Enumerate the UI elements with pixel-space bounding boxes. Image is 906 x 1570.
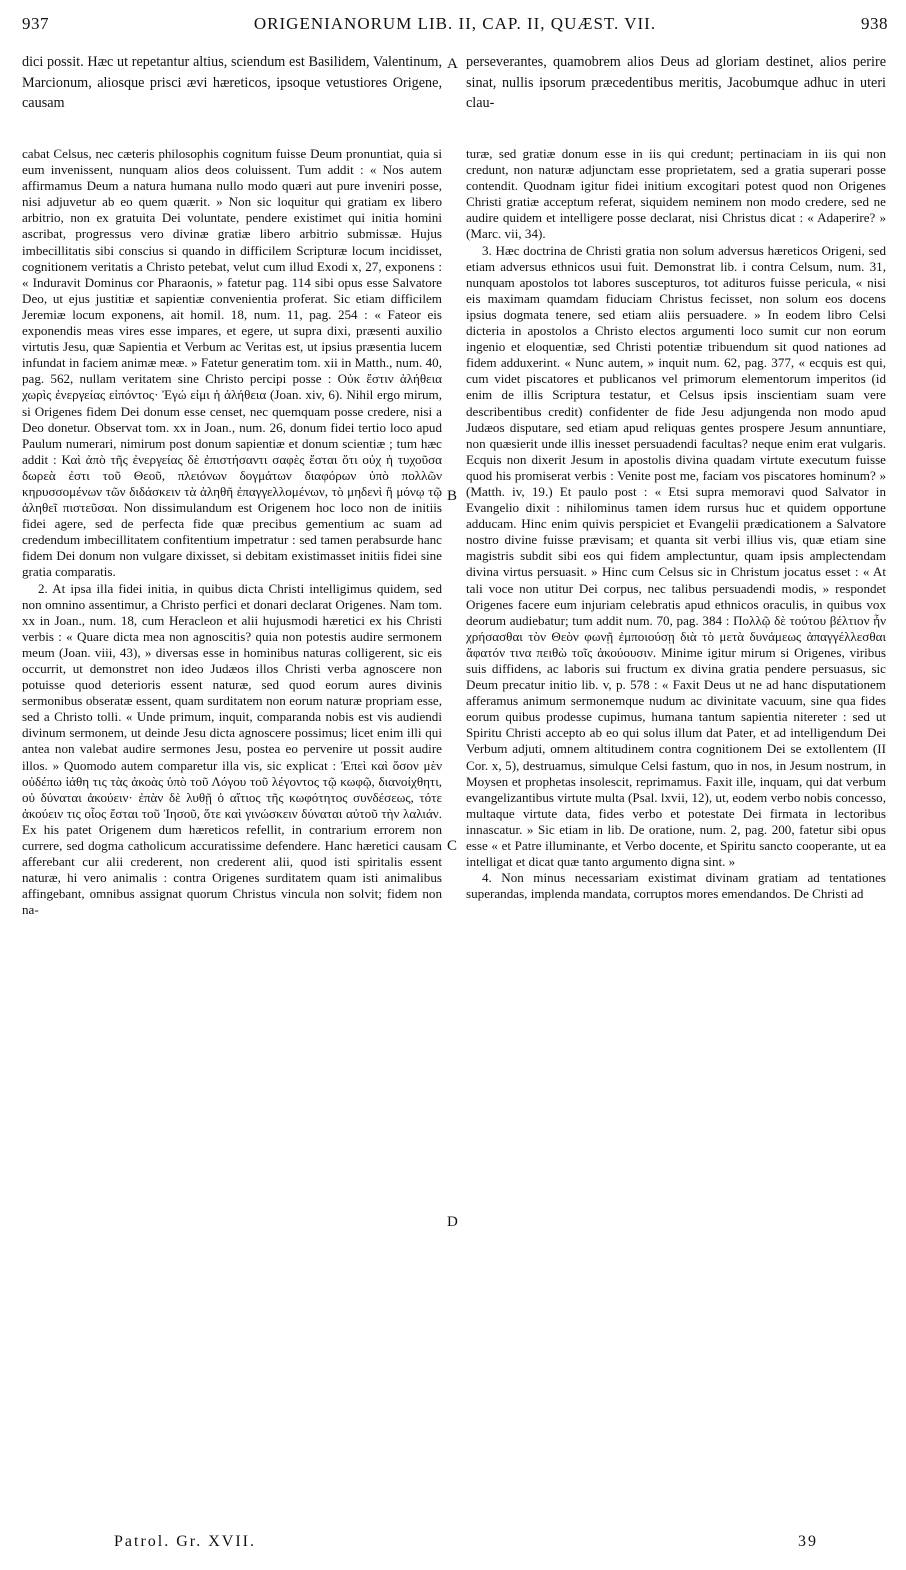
left-paragraph-2: 2. At ipsa illa fidei initia, in quibus dicta Christi intelligimus quidem, sed non omnino assentimur, a Christo perfici et donari declarat Origenes. Nam tom. xx in Joan., num. 18, cum Heracleon et alii hujusmodi hæretici ex his Christi verbis : « Quare dicta mea non agnoscitis? quia non potestis audire sermonem meum (Joan. viii, 43), » diversas esse in hominibus naturas colligerent, sic eis occurrit, ut demonstret non ideo Judæos illos Christi verba agnoscere non potuisse quod deterioris essent naturæ, sed quod eorum aures divinis sermonibus obseratæ essent, quam surditatem non eorum naturæ propriam esse, sed a Christo tolli. « Unde primum, inquit, comparanda nobis est vis audiendi divinum sermonem, ut deinde Jesu dicta agnoscere possimus; licet enim illi qui antea non valebat audire sermones Jesu, postea eo pervenire ut possit audire illos. » Quomodo autem comparetur illa vis, sic explicat : Ἐπεὶ καὶ ὅσον μὲν οὐδέπω ἰάθη τις τὰς ἀκοὰς ὑπὸ τοῦ Λόγου τοῦ λέγοντος τῷ κωφῷ, διανοίχθητι, οὐ δύναται ἀκούειν· ἐπὰν δὲ λυθῇ ὁ αἴτιος τῆς κωφότητος συνδέσεως, τότε ἀκούειν τις οἷος ἔσται τοῦ Ἰησοῦ, ὅτε καὶ γινώσκειν δύναται αὐτοῦ τὴν λαλιάν. Ex his patet Origenem dum hæreticos refellit, in contrarium errorem non currere, sed dogma catholicum accuratissime defendere. Hanc hæretici causam afferebant cur alii crederent, non crederent alii, quod isti spiritalis essent naturæ, hi vero animalis : contra Origenes surditatem quam isti animalibus affingebant, omnibus assignat quorum Christus vincula non solvit; fidem non na- — [22, 580, 442, 918]
margin-marker-c: C — [447, 838, 458, 854]
running-header — [22, 14, 888, 36]
top-right-text: perseverantes, quamobrem alios Deus ad gloriam destinet, alios perire sinat, nullis ipsorum præcedentibus meritis, Jacobumque adhuc in uteri clau- — [466, 54, 886, 111]
page-number-left: 937 — [22, 14, 49, 33]
running-title: ORIGENIANORUM LIB. II, CAP. II, QUÆST. VII. — [253, 14, 657, 33]
right-column — [466, 146, 886, 1514]
page-number-right: 938 — [860, 14, 888, 33]
margin-marker-b: B — [447, 488, 458, 504]
top-left-passage — [22, 52, 442, 122]
right-paragraph-3: 4. Non minus necessariam existimat divinam gratiam ad tentationes superandas, implenda mandata, corruptos mores emendandos. De Christi ad — [466, 870, 886, 902]
top-right-passage — [466, 52, 886, 122]
top-left-text: dici possit. Hæc ut repetantur altius, sciendum est Basilidem, Valentinum, Marcionum, aliosque prisci ævi hæreticos, ipsoque vetustiores Origene, causam — [22, 54, 442, 111]
footer-sheet-number: 39 — [798, 1533, 818, 1550]
left-paragraph-1: cabat Celsus, nec cæteris philosophis cognitum fuisse Deum pronuntiat, quia si eum invenissent, nunquam alios deos coluissent. Tum addit : « Nos autem affirmamus Deum a natura humana nullo modo quæri aut pure inveniri posse, nisi adjuvetur ab eo quem quærit. » Non sic loquitur qui gratiam ex libero arbitrio, non ex gratuita Dei voluntate, pendere existimet qui initia homini ascribat, progressus vero divinæ gratiæ libero arbitrio submissæ. Hujus imbecillitatis sibi conscius si quando in difficilem Scripturæ locum incidisset, cognitionem veritatis a Christo petebat, velut cum illud Exodi x, 27, exponens : « Induravit Dominus cor Pharaonis, » fatetur pag. 114 sibi opus esse Salvatore Deo, ut ejus justitiæ et sapientiæ convenientia proferat. Sic etiam difficilem Jeremiæ locum exponens, ait homil. 18, num. 11, pag. 254 : « Fateor eis exponendis meas vires esse impares, et egere, ut supra dixi, præsenti auxilio virtutis Jesu, quæ Sapientia et Verbum ac Veritas est, ut ipsius præsentia lucem infundat in faciem animæ meæ. » Fatetur generatim tom. xii in Matth., num. 40, pag. 562, nullam veritatem sine Christo percipi posse : Οὐκ ἔστιν ἀλήθεια χωρὶς ἐνεργείας εἰπόντος· Ἐγώ εἰμι ἡ ἀλήθεια (Joan. xiv, 6). Nihil ergo mirum, si Origenes fidem Dei donum esse censet, nec quemquam posse credere, nisi a Deo donetur. Observat tom. xx in Joan., num. 26, donum fidei tertio loco apud Paulum numerari, nimirum post donum sapientiæ et donum scientiæ ; tum hæc addit : Καὶ ἀπὸ τῆς ἐνεργείας δὲ ἐπιστήσαντι σαφὲς ἔσται ὅτι οὐχ ἡ τυχοῦσα δωρεὰ ἐστι τοῦ Θεοῦ, πλειόνων δογμάτων διαφόρων ὑπὸ πολλῶν κηρυσσομένων τῶν διδάσκειν τὰ ἀληθῆ ἐπαγγελλομένων, τὸ μηδενὶ ἢ μόνῳ τῷ ἀληθεῖ πιστεῦσαι. Non dissimulandum est Origenem hoc loco non de initiis fidei agere, sed de perfecta fide quæ precibus gementium ac suam ad credendum imbecillitatem confitentium impetratur : sed tamen perabsurde hanc fidem Dei donum non vulgare dixisset, si debitam existimasset initiis fidei sine gratia comparatis. — [22, 146, 442, 580]
left-column — [22, 146, 442, 1494]
right-paragraph-1: turæ, sed gratiæ donum esse in iis qui credunt; pertinaciam in iis qui non credunt, non naturæ adjunctam esse proprietatem, sed a gratia superari posse contendit. Quodnam igitur fidei initium excogitari potest quod non Origenes Christi gratiæ acceptum referat, siquidem neminem non modo credere, sed ne audire quidem et intelligere posse declarat, nisi Christus dicat : « Adaperire? » (Marc. vii, 34). — [466, 146, 886, 242]
page-footer — [22, 1533, 888, 1555]
margin-marker-a: A — [447, 56, 458, 72]
footer-signature: Patrol. Gr. XVII. — [114, 1533, 256, 1550]
right-paragraph-2: 3. Hæc doctrina de Christi gratia non solum adversus hæreticos Origeni, sed etiam adversus ethnicos usui fuit. Demonstrat lib. i contra Celsum, num. 31, nunquam apostolos tot labores suscepturos, tot adituros fuisse pericula, « nisi eis maximam quamdam fiduciam Christus fecisset, non solum eos docens ipsius dogmata tenere, sed etiam aliis persuadere. » In eodem libro Celsi dicteria in apostolos a Christo electos argumenti loco sumit cur non eorum ingenio et eloquentiæ, sed Christi potentiæ tribuendum sit quod nationes ad fidem adduxerint. « Nunc autem, » inquit num. 62, pag. 377, « ecquis est qui, cum videt piscatores et publicanos vel primorum elementorum imperitos (id enim de illis Scriptura testatur, et Celsus ipsis inscientiam suam vere describentibus credit) confidenter de fide Jesu adjungenda non modo apud Judæos disputare, sed etiam apud reliquas gentes prospere Jesum annuntiare, non quæsierit unde illis inesset persuadendi facultas? neque enim erat vulgaris. Ecquis non dixerit Jesum in apostolis divina quadam virtute executum fuisse quod his promiserat verbis : Venite post me, faciam vos piscatores hominum? » (Matth. iv, 19.) Et paulo post : « Etsi supra memoravi quod Salvator in Evangelio dixit : nihilominus tamen idem rursus huc et quidem opportune adducam. Hinc enim quivis perspiciet et Evangelii prædicationem a Salvatore nostro divine fuisse prævisam; et quanta sit verbi illius vis, quæ etiam sine magistris subdit sibi eos qui fidem amplectuntur, quam ipsis amplectendam divina virtus persuasit. » Hinc cum Celsus sic in Christum jocatus esset : « At tali voce non utitur Dei corpus, nec talibus persuadendi modis, » respondet Origenes facere eum injuriam celebratis apud ethnicos oraculis, in quibus vox deorum audiebatur; tum addit num. 70, pag. 384 : Πολλῷ δὲ τούτου βέλτιον ἦν χρήσασθαι τὸν Θεὸν φωνῇ ἐμποιούσῃ διὰ τὸ μετὰ δυνάμεως ἀπαγγέλλεσθαι ἄφατόν τινα πειθὼ τοῖς ἀκούουσιν. Minime igitur mirum si Origenes, viribus suis diffidens, ac laboris sui fructum ex divina gratia pendere persuasus, sic Deum precatur initio lib. v, p. 578 : « Faxit Deus ut ne ad hanc disputationem afferamus animum sermonemque nudum ac divinitate vacuum, sine qua fides eorum quibus prodesse cupimus, humana tantum sapientia nitereter : sed ut Spiritu Christi accepto ab eo qui solus illum dat Pater, et ad intelligendum Dei Verbum adjuti, omnem altitudinem contra cognitionem Dei se extollentem (II Cor. x, 5), destruamus, simulque Celsi fastum, quo in nos, in Jesum nostrum, in Moysen et prophetas insolescit, reprimamus. Faxit ille, inquam, qui dat verbum evangelizantibus virtute multa (Psal. lxvii, 12), ut, eodem verbo nobis concesso, multaque virtute data, fides verbo et potestate Dei firmata in lectoribus innascatur. » Sic etiam in lib. De oratione, num. 2, pag. 200, fatetur sibi opus esse « et Patre illuminante, et Verbo docente, et Spiritu sancto cooperante, ut ea intelligat et dicat quæ tanto argumento digna sint. » — [466, 242, 886, 870]
margin-marker-d: D — [447, 1214, 458, 1230]
